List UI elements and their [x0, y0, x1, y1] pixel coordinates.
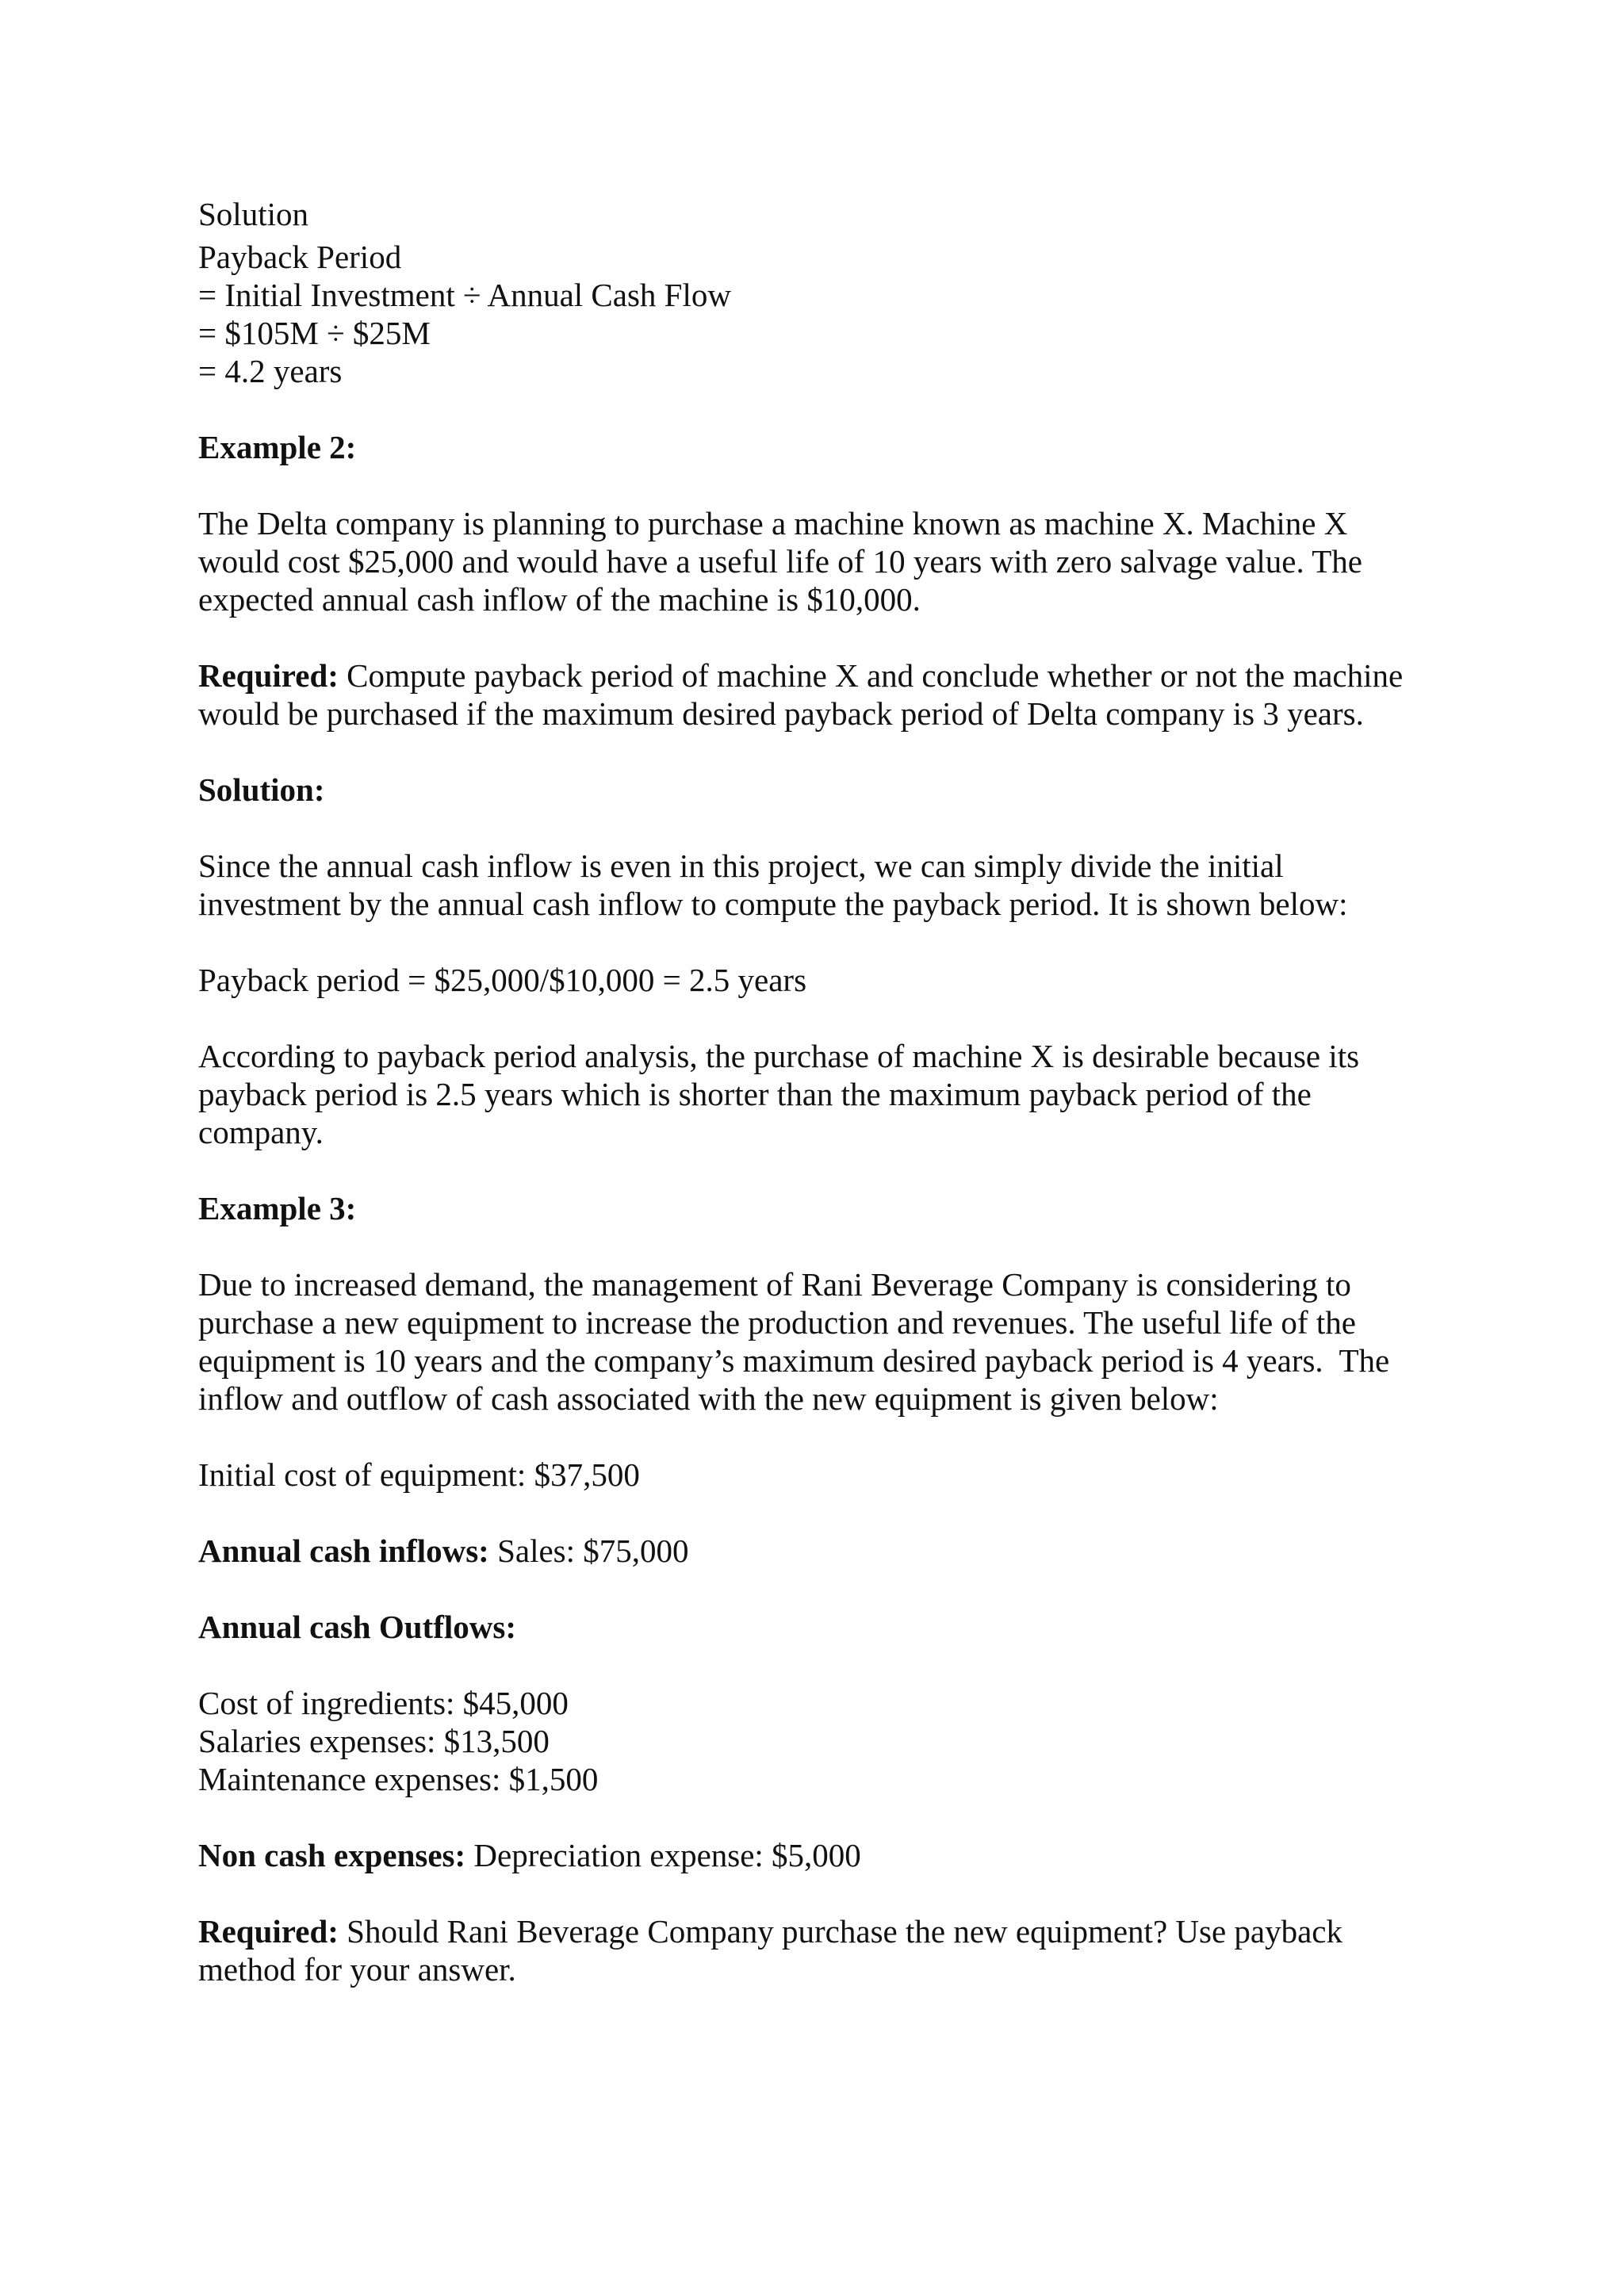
inflows-value: Sales: $75,000: [488, 1533, 689, 1569]
payback-calculation: Payback period = $25,000/$10,000 = 2.5 years: [198, 962, 807, 998]
document-page: [198, 195, 1438, 1988]
required-label: Required:: [198, 657, 339, 694]
paragraph-line: payback period is 2.5 years which is shorter than the maximum payback period of the: [198, 1076, 1312, 1112]
paragraph-line: The Delta company is planning to purchase a machine known as machine X. Machine X: [198, 505, 1348, 541]
outflow-item: Maintenance expenses: $1,500: [198, 1761, 599, 1797]
example-2-body: [198, 504, 1438, 618]
paragraph-line: inflow and outflow of cash associated with the new equipment is given below:: [198, 1380, 1219, 1417]
payback-formula-title: Payback Period: [198, 239, 402, 275]
outflow-item: Salaries expenses: $13,500: [198, 1723, 550, 1759]
paragraph-line: [198, 1912, 1438, 1950]
outflows-heading: Annual cash Outflows:: [198, 1609, 516, 1645]
formula-line: = 4.2 years: [198, 353, 343, 389]
inflows-label: Annual cash inflows:: [198, 1533, 489, 1569]
initial-cost-line: Initial cost of equipment: $37,500: [198, 1456, 640, 1493]
paragraph-line: [198, 656, 1438, 695]
outflow-item: Cost of ingredients: $45,000: [198, 1685, 569, 1721]
example-3-section: [198, 1189, 1438, 1988]
paragraph-line: Due to increased demand, the management of Rani Beverage Company is considering to: [198, 1266, 1351, 1303]
example-2-conclusion: [198, 1037, 1438, 1151]
non-cash-label: Non cash expenses:: [198, 1837, 466, 1873]
paragraph-line: expected annual cash inflow of the machine is $10,000.: [198, 581, 921, 618]
example-2-solution-body: [198, 847, 1438, 923]
example-2-required: [198, 656, 1438, 733]
paragraph-line: investment by the annual cash inflow to compute the payback period. It is shown below:: [198, 886, 1348, 922]
outflows-list: [198, 1684, 1438, 1798]
non-cash-expenses-line: [198, 1836, 1438, 1874]
paragraph-line: purchase a new equipment to increase the production and revenues. The useful life of the: [198, 1304, 1356, 1341]
formula-line: = $105M ÷ $25M: [198, 315, 431, 351]
example-2-section: [198, 428, 1438, 1151]
example-3-body: [198, 1265, 1438, 1418]
paragraph-line: company.: [198, 1114, 324, 1150]
paragraph-line: Since the annual cash inflow is even in this project, we can simply divide the initial: [198, 848, 1284, 884]
example-2-heading: Example 2:: [198, 429, 357, 465]
required-text: Compute payback period of machine X and conclude whether or not the machine: [338, 657, 1404, 694]
paragraph-line: equipment is 10 years and the company’s maximum desired payback period is 4 years. The: [198, 1342, 1390, 1379]
required-text: Should Rani Beverage Company purchase the new equipment? Use payback: [338, 1913, 1342, 1950]
paragraph-line: would be purchased if the maximum desired payback period of Delta company is 3 years.: [198, 695, 1364, 732]
example-3-heading: Example 3:: [198, 1190, 357, 1226]
example-3-required: [198, 1912, 1438, 1988]
paragraph-line: According to payback period analysis, the purchase of machine X is desirable because its: [198, 1038, 1360, 1074]
paragraph-line: method for your answer.: [198, 1951, 516, 1988]
paragraph-line: would cost $25,000 and would have a useful life of 10 years with zero salvage value. The: [198, 543, 1362, 580]
example-2-solution-heading: Solution:: [198, 771, 325, 808]
formula-line: = Initial Investment ÷ Annual Cash Flow: [198, 277, 731, 313]
solution-heading: Solution: [198, 196, 308, 232]
required-label: Required:: [198, 1913, 339, 1950]
solution-section: [198, 195, 1438, 390]
non-cash-value: Depreciation expense: $5,000: [465, 1837, 861, 1873]
annual-inflows-line: [198, 1532, 1438, 1570]
